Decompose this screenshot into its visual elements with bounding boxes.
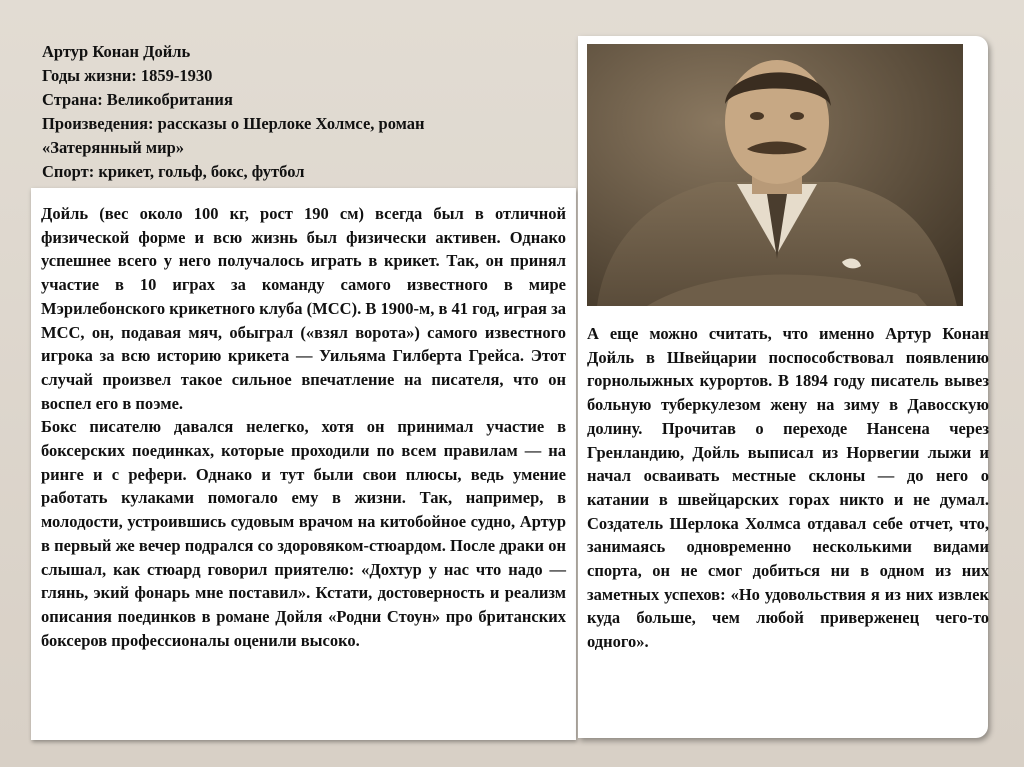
author-country: Страна: Великобритания <box>42 90 233 109</box>
boxing-paragraph: Бокс писателю давался нелегко, хотя он принимал участие в боксерских поединках, которые проходили по всем правилам — на ринге и с рефери. Однако и тут были свои плюсы, ведь умение работать кулаками помогало ему в жизни. Так, например, в молодости, устроившись судовым врачом на китобойное судно, Артур в первый же вечер подрался со здоровяком-стюардом. После драки он слышал, как стюард говорил приятелю: «Дохтур у нас что надо — глянь, экий фонарь мне поставил». Кстати, достоверность и реализм описания поединков в романе Дойля «Родни Стоун» про британских боксеров профессионалы оценили высоко. <box>41 417 566 650</box>
author-portrait-photo <box>587 44 963 306</box>
author-info <box>42 40 562 184</box>
author-works-line1: Произведения: рассказы о Шерлоке Холмсе, роман <box>42 114 425 133</box>
skiing-paragraph: А еще можно считать, что именно Артур Конан Дойль в Швейцарии поспособствовал появлению горнолыжных курортов. В 1894 году писатель вывез больную туберкулезом жену на зиму в Давосскую долину. Прочитав о переходе Нансена через Гренландию, Дойль выписал из Норвегии лыжи и начал осваивать местные склоны — до него о катании в швейцарских горах никто и не думал. Создатель Шерлока Холмса отдавал себе отчет, что, занимаясь одновременно несколькими видами спорта, он не смог добиться ни в одном из них заметных успехов: «Но удовольствия я из них извлек куда больше, чем любой приверженец чего-то одного». <box>587 324 989 652</box>
left-text-panel <box>31 188 576 740</box>
author-name: Артур Конан Дойль <box>42 42 191 61</box>
right-text-block <box>587 322 989 654</box>
author-sport: Спорт: крикет, гольф, бокс, футбол <box>42 162 305 181</box>
right-panel <box>578 36 988 738</box>
cricket-paragraph: Дойль (вес около 100 кг, рост 190 см) всегда был в отличной физической форме и всю жизнь был физически активен. Однако успешнее всего у него получалось играть в крикет. Так, он принял участие в 10 играх за команду самого известного в мире Мэрилебонского крикетного клуба (MCC). В 1900-м, в 41 год, играя за MCC, он, подавая мяч, обыграл («взял ворота») самого известного игрока за всю историю крикета — Уильяма Гилберта Грейса. Этот случай произвел такое сильное впечатление на писателя, что он воспел его в поэме. <box>41 204 566 413</box>
author-works-line2: «Затерянный мир» <box>42 138 185 157</box>
portrait-image <box>587 44 963 306</box>
author-years: Годы жизни: 1859-1930 <box>42 66 213 85</box>
